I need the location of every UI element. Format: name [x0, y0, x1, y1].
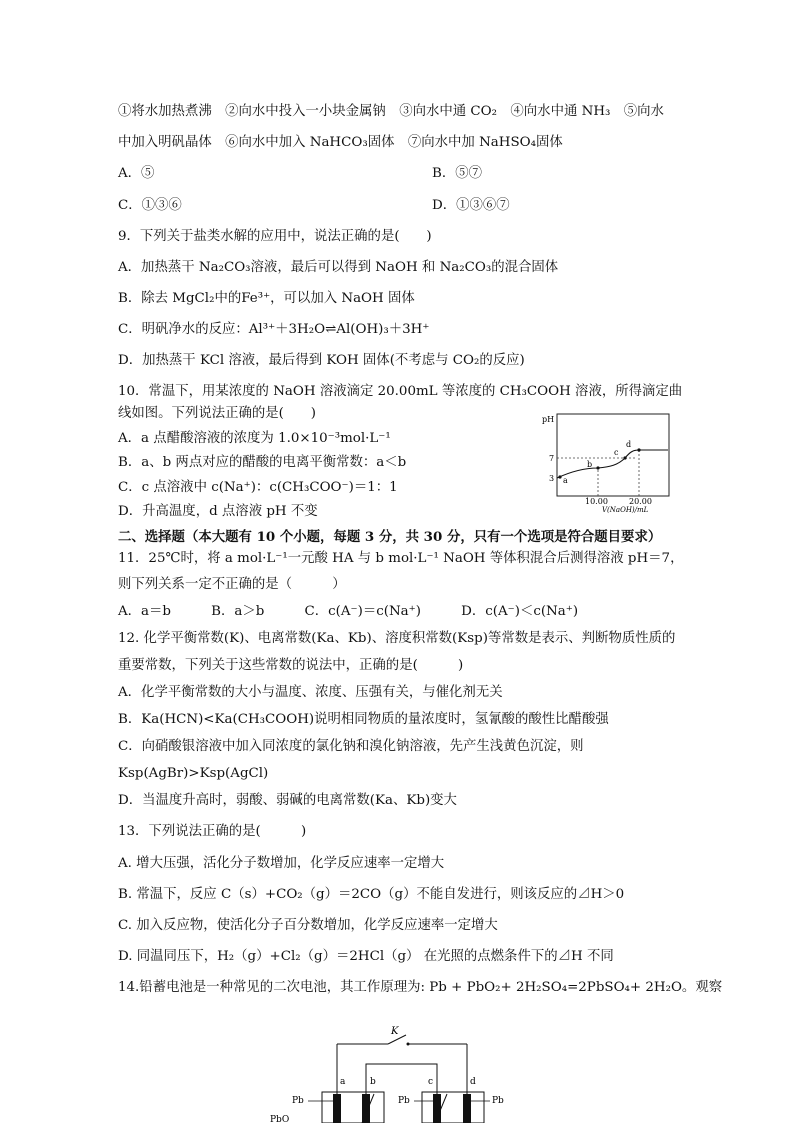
- plate-d: [463, 1094, 471, 1123]
- point-a: [558, 475, 561, 478]
- q10-option-b: B．a、b 两点对应的醋酸的电离平衡常数：a＜b: [118, 455, 407, 470]
- x-tick-10: 10.00: [585, 497, 608, 506]
- q9-stem: 9．下列关于盐类水解的应用中，说法正确的是( ): [118, 229, 432, 244]
- lead-battery-diagram: [262, 1022, 522, 1123]
- plate-b: [362, 1094, 370, 1123]
- q12-option-d: D．当温度升高时，弱酸、弱碱的电离常数(Ka、Kb)变大: [118, 793, 457, 808]
- electrode-b: b: [370, 1077, 376, 1087]
- q8-option-d: D．①③⑥⑦: [432, 198, 510, 213]
- point-b: [596, 466, 599, 469]
- q13-option-b: B. 常温下，反应 C（s）+CO₂（g）＝2CO（g）不能自发进行，则该反应的⊿H＞0: [118, 887, 625, 902]
- pb-right-label: Pb: [492, 1096, 504, 1106]
- titration-curve: [557, 450, 668, 478]
- cell-right-box: [422, 1092, 484, 1123]
- q12-option-c-line1: C．向硝酸银溶液中加入同浓度的氯化钠和溴化钠溶液，先产生浅黄色沉淀，则: [118, 739, 584, 754]
- q10-option-a: A．a 点醋酸溶液的浓度为 1.0×10⁻³mol·L⁻¹: [118, 431, 391, 446]
- graph-frame: [557, 414, 669, 496]
- y-axis-label: pH: [542, 415, 555, 424]
- q10-stem-line1: 10．常温下，用某浓度的 NaOH 溶液滴定 20.00mL 等浓度的 CH₃COOH 溶液，所得滴定曲: [118, 384, 683, 399]
- pbo2-left-label: PbO: [270, 1115, 290, 1123]
- point-c: [623, 456, 626, 459]
- q13-stem: 13．下列说法正确的是( ): [118, 824, 307, 839]
- label-c: c: [614, 448, 619, 457]
- titration-curve-graph: [540, 410, 674, 515]
- q11-options: A．a＝b B．a＞b C．c(A⁻)＝c(Na⁺) D．c(A⁻)＜c(Na⁺): [118, 604, 579, 619]
- pb-left-label: Pb: [292, 1096, 304, 1106]
- q9-option-c: C．明矾净水的反应：Al³⁺＋3H₂O⇌Al(OH)₃＋3H⁺: [118, 322, 430, 337]
- label-d: d: [626, 440, 632, 449]
- q13-option-c: C. 加入反应物，使活化分子百分数增加，化学反应速率一定增大: [118, 918, 498, 933]
- x-axis-label: V(NaOH)/mL: [602, 506, 649, 514]
- q8-option-b: B．⑤⑦: [432, 166, 483, 181]
- y-tick-7: 7: [549, 454, 555, 463]
- section2-title: 二、选择题（本大题有 10 个小题，每题 3 分，共 30 分，只有一个选项是符合题目要求）: [118, 529, 662, 545]
- label-a: a: [563, 476, 568, 485]
- pb-middle-label: Pb: [398, 1096, 410, 1106]
- q11-stem-line2: 则下列关系一定不正确的是（ ）: [118, 577, 346, 592]
- q9-option-b: B．除去 MgCl₂中的Fe³⁺，可以加入 NaOH 固体: [118, 291, 415, 306]
- q9-option-d: D．加热蒸干 KCl 溶液，最后得到 KOH 固体(不考虑与 CO₂的反应): [118, 353, 525, 368]
- q11-stem-line1: 11．25℃时，将 a mol·L⁻¹一元酸 HA 与 b mol·L⁻¹ NaOH 等体积混合后测得溶液 pH＝7，: [118, 551, 684, 566]
- q12-stem-line1: 12. 化学平衡常数(K)、电离常数(Ka、Kb)、溶度积常数(Ksp)等常数是表示、判断物质性质的: [118, 631, 676, 646]
- electrode-c: c: [428, 1077, 434, 1087]
- q12-stem-line2: 重要常数，下列关于这些常数的说法中，正确的是( ): [118, 658, 464, 673]
- wire-bc: [366, 1064, 437, 1123]
- y-tick-3: 3: [549, 474, 555, 483]
- q14-stem: 14.铅蓄电池是一种常见的二次电池，其工作原理为: Pb + PbO₂+ 2H₂SO₄=2PbSO₄+ 2H₂O。观察: [118, 980, 723, 995]
- point-d: [637, 448, 640, 451]
- q8-options-line2: 中加入明矾晶体 ⑥向水中加入 NaHCO₃固体 ⑦向水中加 NaHSO₄固体: [118, 135, 563, 150]
- q10-option-d: D．升高温度，d 点溶液 pH 不变: [118, 504, 318, 519]
- q8-options-line1: ①将水加热煮沸 ②向水中投入一小块金属钠 ③向水中通 CO₂ ④向水中通 NH₃ ⑤向水: [118, 104, 664, 119]
- switch-label: K: [391, 1026, 399, 1037]
- plate-a: [333, 1094, 341, 1123]
- q10-stem-line2: 线如图。下列说法正确的是( ): [118, 406, 316, 421]
- cell-left-box: [322, 1092, 384, 1123]
- q10-option-c: C．c 点溶液中 c(Na⁺)：c(CH₃COO⁻)＝1：1: [118, 480, 398, 495]
- q8-option-a: A．⑤: [118, 166, 155, 181]
- q9-option-a: A．加热蒸干 Na₂CO₃溶液，最后可以得到 NaOH 和 Na₂CO₃的混合固体: [118, 260, 559, 275]
- label-b: b: [587, 460, 593, 469]
- q12-option-a: A．化学平衡常数的大小与温度、浓度、压强有关，与催化剂无关: [118, 685, 503, 700]
- x-tick-20: 20.00: [629, 497, 652, 506]
- q8-option-c: C．①③⑥: [118, 198, 182, 213]
- q13-option-a: A. 增大压强，活化分子数增加，化学反应速率一定增大: [118, 856, 445, 871]
- q13-option-d: D. 同温同压下，H₂（g）+Cl₂（g）＝2HCl（g） 在光照的点燃条件下的⊿H 不同: [118, 949, 614, 964]
- electrode-d: d: [470, 1077, 476, 1087]
- q12-option-c-line2: Ksp(AgBr)>Ksp(AgCl): [118, 766, 269, 781]
- q12-option-b: B．Ka(HCN)<Ka(CH₃COOH)说明相同物质的量浓度时，氢氰酸的酸性比醋酸强: [118, 712, 609, 727]
- electrode-a: a: [340, 1077, 346, 1087]
